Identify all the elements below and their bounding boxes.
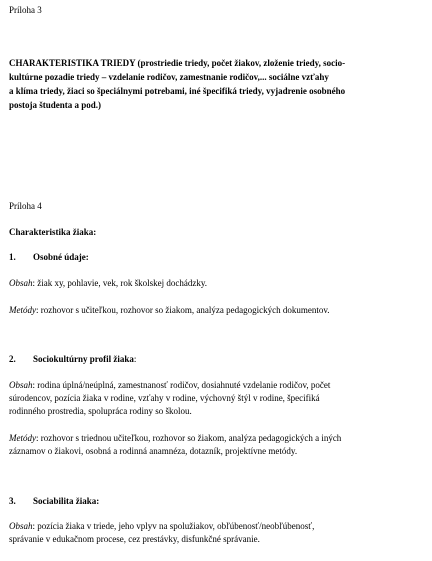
obsah-label: Obsah bbox=[9, 521, 33, 531]
metody-label: Metódy bbox=[9, 433, 36, 443]
heading-line-1: CHARAKTERISTIKA TRIEDY (prostriedie triedy, počet žiakov, zloženie triedy, socio- bbox=[9, 58, 346, 68]
obsah-line-1: : pozícia žiaka v triede, jeho vplyv na spolužiakov, obľúbenosť/neobľúbenosť, bbox=[32, 521, 315, 531]
student-characteristics-title: Charakteristika žiaka: bbox=[9, 227, 97, 237]
heading-line-3: a klíma triedy, žiaci so špeciálnymi potrebami, iné špecifiká triedy, vyjadrenie osobného bbox=[9, 86, 346, 96]
metody-line-1: : rozhovor s triednou učiteľkou, rozhovor so žiakom, analýza pedagogických a iných bbox=[36, 433, 342, 443]
section-1-heading bbox=[9, 251, 89, 264]
section-2-heading bbox=[9, 353, 136, 366]
metody-text: : rozhovor s učiteľkou, rozhovor so žiakom, analýza pedagogických dokumentov. bbox=[36, 305, 330, 315]
heading-line-4: postoja študenta a pod.) bbox=[9, 100, 102, 110]
section-3-obsah bbox=[9, 520, 423, 546]
obsah-label: Obsah bbox=[9, 278, 33, 288]
class-characteristics-heading bbox=[9, 56, 427, 112]
section-number: 2. bbox=[9, 354, 16, 364]
section-2-obsah bbox=[9, 379, 423, 418]
section-3-heading bbox=[9, 495, 99, 508]
heading-line-2: kultúrne pozadie triedy – vzdelanie rodičov, zamestnanie rodičov,... sociálne vzťahy bbox=[9, 72, 329, 82]
metody-label: Metódy bbox=[9, 305, 36, 315]
obsah-line-1: : rodina úplná/neúplná, zamestnanosť rodičov, dosiahnuté vzdelanie rodičov, počet bbox=[32, 380, 331, 390]
attachment-3-label: Príloha 3 bbox=[9, 5, 42, 15]
section-1-metody bbox=[9, 304, 423, 317]
section-1-obsah bbox=[9, 277, 423, 290]
obsah-line-3: rodinného prostredia, spolupráca rodiny so školou. bbox=[9, 406, 192, 416]
obsah-text: : žiak xy, pohlavie, vek, rok školskej dochádzky. bbox=[32, 278, 208, 288]
section-number: 3. bbox=[9, 496, 16, 506]
section-title: Sociokultúrny profil žiaka bbox=[33, 354, 134, 364]
section-title-suffix: : bbox=[133, 354, 137, 364]
metody-line-2: záznamov o žiakovi, osobná a rodinná anamnéza, dotazník, projektívne metódy. bbox=[9, 446, 298, 456]
obsah-label: Obsah bbox=[9, 380, 33, 390]
section-2-metody bbox=[9, 432, 423, 458]
section-title: Osobné údaje: bbox=[33, 252, 89, 262]
section-number: 1. bbox=[9, 252, 16, 262]
obsah-line-2: súrodencov, pozícia žiaka v rodine, vzťahy v rodine, výchovný štýl v rodine, špecifiká bbox=[9, 393, 320, 403]
section-title: Sociabilita žiaka: bbox=[33, 496, 100, 506]
obsah-line-2: správanie v edukačnom procese, cez prestávky, disfunkčné správanie. bbox=[9, 534, 260, 544]
attachment-4-label: Príloha 4 bbox=[9, 201, 42, 211]
